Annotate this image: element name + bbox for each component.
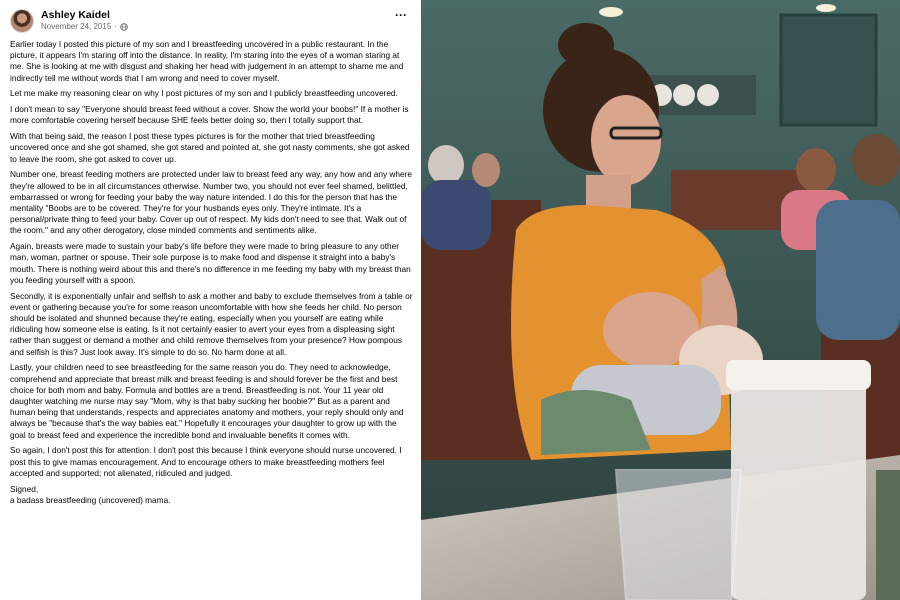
post-paragraph: Earlier today I posted this picture of my son and I breastfeeding uncovered in a public restaurant. In the picture, it appears I'm staring off into the distance. In reality, I'm staring into the eyes of a woman staring at me. She is looking at me with disgust and shaking her head with judgement in an attempt to shame me and indirectly tell me without words that I am wrong and need to cover myself.	[10, 39, 404, 83]
ceiling-light	[599, 7, 623, 17]
post-paragraph: Secondly, it is exponentially unfair and selfish to ask a mother and baby to exclude themselves from a table or event or gathering because you're for some reason uncomfortable with how she feeds her child. No person should be isolated and shunned because they're eating, especially when you yourself are eating while ridiculing how someone else is eating. Is it not certainly easier to avert your eyes from a displeasing sight rather than suggest or demand a mother and child remove themselves from your presence? How pompous and selfish is this? Just look away. It's simple to do so. No harm done at all.	[10, 290, 413, 357]
water-glass	[616, 470, 741, 600]
post-paragraph: Number one, breast feeding mothers are protected under law to breast feed any way, any how and any where they're allowed to be in all circumstances otherwise. Number two, you should not ever feel shamed, belittled, embarrassed or wrong for feeding your baby the way nature intended. I do this for the person that has the mentality "Boobs are to be covered. They're for your husbands eyes only. They're intimate. It's a personal/private thing to feed your baby. Cover up out of respect. My kids don't need to see that. Walk out of the room." and any other derogatory, close minded comments and sentiments alike.	[10, 169, 413, 236]
diner-head	[852, 134, 900, 186]
avatar[interactable]	[10, 9, 34, 33]
woman-face	[591, 95, 661, 185]
post-body	[10, 39, 413, 506]
diner-body	[421, 180, 491, 250]
post-paragraph: With that being said, the reason I post these types pictures is for the mother that tried breastfeeding uncovered once and she got shamed, she got stared and pointed at, she got nasty comments, she got asked to leave the room, she got asked to cover up.	[10, 131, 410, 164]
post-paragraph: Again, breasts were made to sustain your baby's life before they were made to bring pleasure to any other man, woman, partner or spouse. Their sole purpose is to make food and dispense it straight into a baby's mouth. There is nothing weird about this and there's no difference in me feeding my baby with my breast than you feeding yourself with a spoon.	[10, 241, 411, 285]
post-signature: Signed, a badass breastfeeding (uncovered) mama.	[10, 483, 171, 505]
diner-head	[796, 148, 836, 192]
post-meta	[41, 22, 128, 31]
wall-plate	[673, 84, 695, 106]
diner-head	[428, 145, 464, 185]
straw-dispenser-top	[726, 360, 871, 390]
facebook-post	[0, 0, 421, 600]
restaurant-photo	[421, 0, 900, 600]
post-paragraph: I don't mean to say "Everyone should breast feed without a cover. Show the world your boobs!" If a mother is more comfortable covering herself because SHE feels better doing so, then I totally support that.	[10, 104, 409, 126]
straw-dispenser	[731, 370, 866, 600]
author-name[interactable]: Ashley Kaidel	[41, 9, 110, 21]
post-date[interactable]: November 24, 2015	[41, 22, 112, 31]
meta-separator: ·	[114, 22, 117, 31]
diner-body	[816, 200, 900, 340]
post-paragraph: Let me make my reasoning clear on why I post pictures of my son and I publicly breastfeeding uncovered.	[10, 88, 398, 99]
more-options-icon[interactable]: ···	[395, 8, 407, 22]
diner-head	[472, 153, 500, 187]
wall-cabinet	[781, 15, 876, 125]
wall-plate	[697, 84, 719, 106]
ceiling-light	[816, 4, 836, 12]
post-header	[10, 6, 413, 34]
post-photo[interactable]	[421, 0, 900, 600]
post-paragraph: Lastly, your children need to see breastfeeding for the same reason you do. They need to acknowledge, comprehend and appreciate that breast milk and breast feeding is and should forever be the first and best choice for both mom and baby. Formula and bottles are a trend. Breastfeeding is not. Your 11 year old daughter watching me nurse may say "Mom, why is that baby sucking her boobie?" But as a parent and human being that understands, respects and appreciates anatomy and mothers, your reply should only and always be "because that's the way babies eat." Hopefully it encourages your daughter to grow up with the goal to breast feed and experience the incredible bond and invaluable benefits it comes with.	[10, 362, 404, 440]
condiment-bottle	[876, 470, 900, 600]
post-paragraph: So again, I don't post this for attention. I don't post this because I think everyone should nurse uncovered. I post this to give mamas encouragement. And to encourage others to make breastfeeding mothers feel accepted and supported; not alienated, ridiculed and judged.	[10, 445, 402, 478]
globe-icon[interactable]	[120, 23, 128, 31]
